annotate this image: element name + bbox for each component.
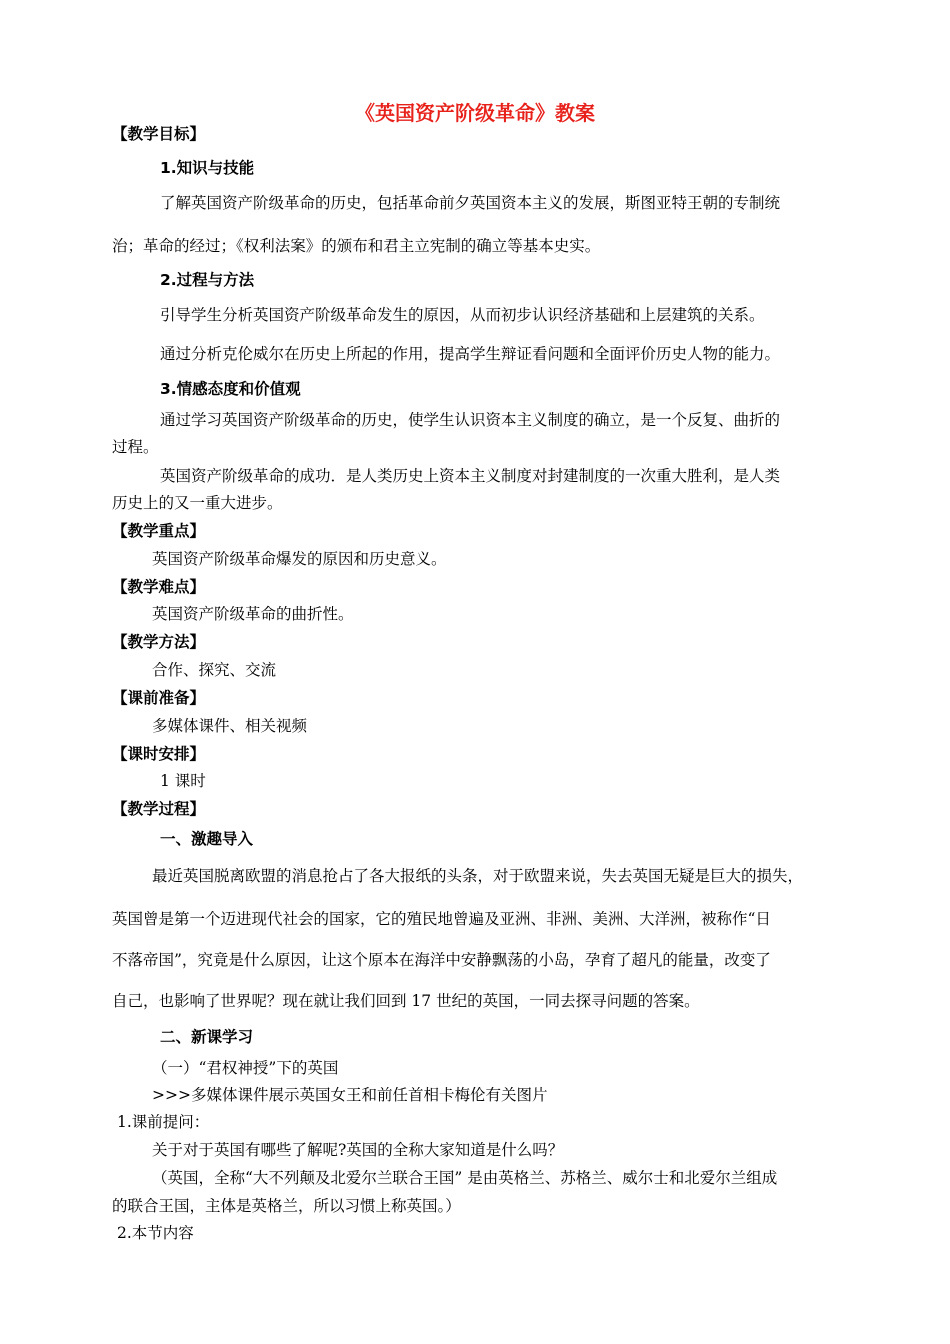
- intro-text-line1: 最近英国脱离欧盟的消息抢占了各大报纸的头条，对于欧盟来说，失去英国无疑是巨大的损失，: [152, 867, 804, 885]
- attitude-values-text-1-line2: 过程。: [112, 438, 159, 456]
- process-method-heading: 2.过程与方法: [160, 271, 255, 289]
- preparation-heading: 【课前准备】: [112, 689, 206, 707]
- subsection-divine-right: （一）“君权神授”下的英国: [152, 1059, 339, 1077]
- multimedia-note: >>>多媒体课件展示英国女王和前任首相卡梅伦有关图片: [152, 1086, 548, 1104]
- key-points-text: 英国资产阶级革命爆发的原因和历史意义。: [152, 550, 447, 568]
- process-method-text-1: 引导学生分析英国资产阶级革命发生的原因，从而初步认识经济基础和上层建筑的关系。: [160, 306, 765, 324]
- question-1-text: 关于对于英国有哪些了解呢?英国的全称大家知道是什么吗？: [152, 1141, 564, 1159]
- attitude-values-text-2-line2: 历史上的又一重大进步。: [112, 494, 283, 512]
- knowledge-skills-text-line1: 了解英国资产阶级革命的历史，包括革命前夕英国资本主义的发展，斯图亚特王朝的专制统: [160, 194, 781, 212]
- teaching-process-heading: 【教学过程】: [112, 800, 206, 818]
- intro-text-line4: 自己，也影响了世界呢？现在就让我们回到 17 世纪的英国，一同去探寻问题的答案。: [112, 992, 700, 1010]
- document-title: 《英国资产阶级革命》教案: [355, 101, 595, 125]
- process-method-text-2: 通过分析克伦威尔在历史上所起的作用，提高学生辩证看问题和全面评价历史人物的能力。: [160, 345, 781, 363]
- question-1-label: 1.课前提问：: [117, 1113, 210, 1131]
- schedule-heading: 【课时安排】: [112, 745, 206, 763]
- intro-text-line3: 不落帝国”，究竟是什么原因，让这个原本在海洋中安静飘荡的小岛，孕育了超凡的能量，改变了: [112, 951, 771, 969]
- teaching-method-text: 合作、探究、交流: [152, 661, 277, 679]
- intro-heading: 一、激趣导入: [160, 830, 254, 848]
- difficulty-text: 英国资产阶级革命的曲折性。: [152, 605, 354, 623]
- schedule-text: 1 课时: [160, 772, 206, 790]
- knowledge-skills-text-line2: 治；革命的经过；《权利法案》的颁布和君主立宪制的确立等基本史实。: [112, 237, 601, 255]
- section-content-label: 2.本节内容: [117, 1224, 194, 1242]
- new-lesson-heading: 二、新课学习: [160, 1028, 254, 1046]
- key-points-heading: 【教学重点】: [112, 522, 206, 540]
- difficulty-heading: 【教学难点】: [112, 578, 206, 596]
- attitude-values-text-1-line1: 通过学习英国资产阶级革命的历史，使学生认识资本主义制度的确立，是一个反复、曲折的: [160, 411, 781, 429]
- objectives-heading: 【教学目标】: [112, 125, 206, 143]
- teaching-method-heading: 【教学方法】: [112, 633, 206, 651]
- attitude-values-text-2-line1: 英国资产阶级革命的成功．是人类历史上资本主义制度对封建制度的一次重大胜利，是人类: [160, 467, 781, 485]
- intro-text-line2: 英国曾是第一个迈进现代社会的国家，它的殖民地曾遍及亚洲、非洲、美洲、大洋洲，被称作“日: [112, 910, 771, 928]
- attitude-values-heading: 3.情感态度和价值观: [160, 380, 301, 398]
- question-1-answer-line1: （英国，全称“大不列颠及北爱尔兰联合王国” 是由英格兰、苏格兰、威尔士和北爱尔兰组成: [152, 1169, 778, 1187]
- question-1-answer-line2: 的联合王国，主体是英格兰，所以习惯上称英国。）: [112, 1197, 461, 1215]
- preparation-text: 多媒体课件、相关视频: [152, 717, 308, 735]
- knowledge-skills-heading: 1.知识与技能: [160, 159, 255, 177]
